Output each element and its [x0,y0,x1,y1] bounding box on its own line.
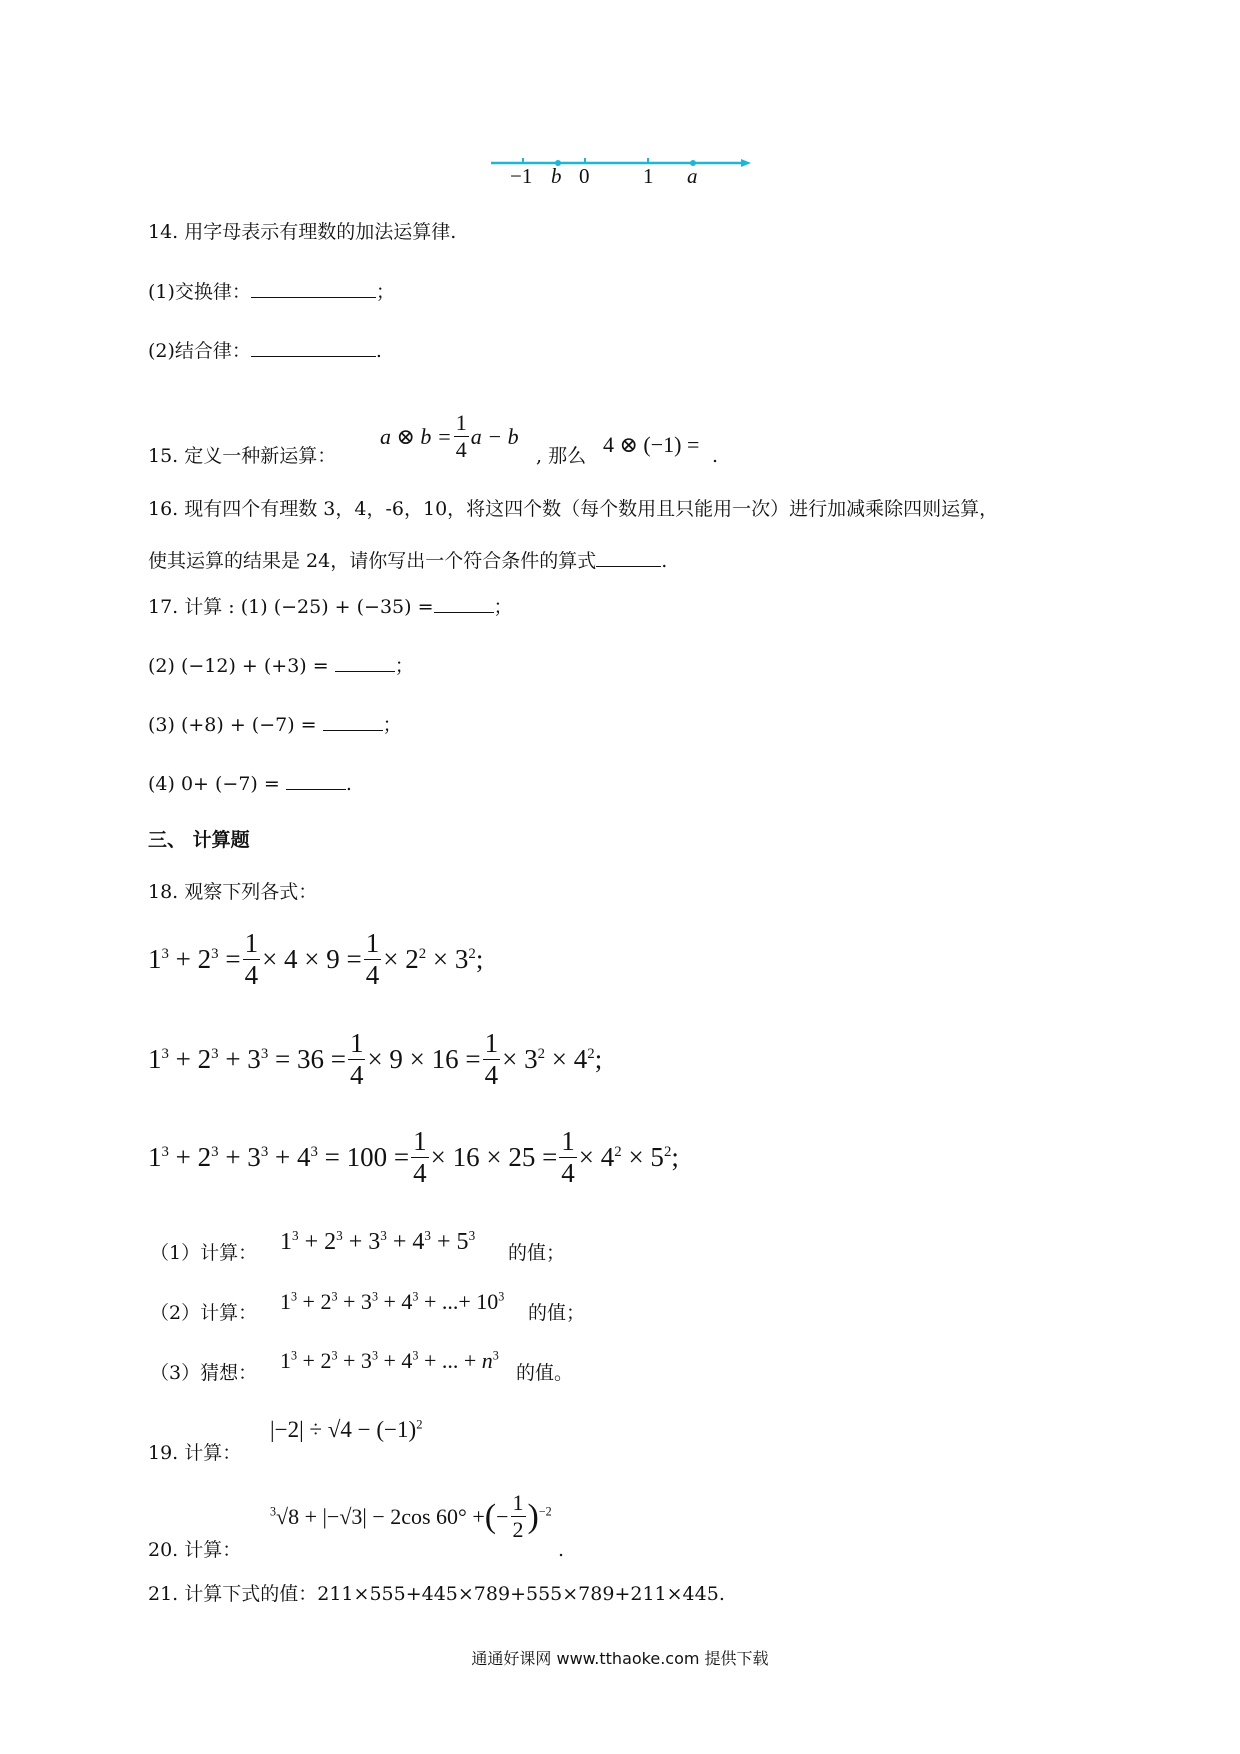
q15-stem: 15. 定义一种新运算： [148,445,337,467]
answer-blank[interactable] [251,279,376,298]
q16-line2 [148,548,667,573]
q18-sub1-formula: $1^3 + 2^3 + 3^3 + 4^3 + 5^3$ [280,1228,476,1255]
q21-text: 21. 计算下式的值：211×555+445×789+555×789+211×445. [148,1583,725,1605]
answer-blank[interactable] [335,653,395,672]
q17-stem [148,594,513,619]
q17-part4-text: (4) 0+ (−7) = [148,773,280,795]
q14-part2-label: (2)结合律： [148,340,251,362]
q18-sub2 [150,1301,257,1325]
q17-part4 [148,771,352,796]
q15-definition-formula [380,412,519,461]
q18-sub2-tail: 的值； [528,1302,586,1324]
q17-part1: 17. 计算 : (1) (−25) + (−35) = [148,596,434,618]
formula-left: a ⊗ b = [380,423,452,449]
answer-blank[interactable] [323,712,383,731]
q18-sub2-formula: $1^3 + 2^3 + 3^3 + 4^3$ + ...+ $10^3$ [280,1289,505,1314]
q20-formula: $^3$√8 + |−√3| − 2cos 60° + ( − $\frac{1}{2}$ ) $^{-2}$ [270,1490,552,1542]
q15-expression: 4 ⊗ (−1) = [603,432,700,457]
tick-label-0: 0 [579,164,590,188]
q18-formula-3: $1^3 + 2^3 + 3^3 + 4^3 = 100$ = $\frac{1}{4}$ × 16 × 25 = $\frac{1}{4}$ × $4^2 \times 5^2$; [148,1126,679,1188]
q15-then: , 那么 [536,445,587,467]
tick-label-1: 1 [643,164,654,188]
number-line [485,148,755,193]
q16-line2-text: 使其运算的结果是 24，请你写出一个符合条件的算式 [148,550,597,572]
answer-blank[interactable] [286,771,346,790]
punct: . [375,340,382,362]
q18-formula-1: $1^3 + 2^3$ = $\frac{1}{4}$ × 4 × 9 = $\frac{1}{4}$ × $2^2 \times 3^2$; [148,928,484,990]
q18-sub3 [150,1361,257,1385]
page-footer: 通通好课网 www.tthaoke.com 提供下载 [471,1649,769,1668]
q17-part2-text: (2) (−12) + (+3) = [148,655,329,677]
answer-blank[interactable] [251,338,376,357]
punct: . [661,550,668,572]
q18-sub3-tail: 的值。 [516,1362,574,1384]
q14-part1 [148,279,395,304]
formula-right: a − b [470,423,519,449]
q18-stem: 18. 观察下列各式： [148,881,318,903]
q18-sub3-formula: $1^3 + 2^3 + 3^3 + 4^3$ + ... + $n^3$ [280,1348,499,1373]
q19-label: 19. 计算： [148,1442,242,1464]
q14-part2 [148,338,382,363]
section-heading: 三、 计算题 [148,829,250,851]
q18-formula-2: $1^3 + 2^3 + 3^3 = 36$ = $\frac{1}{4}$ × 9 × 16 = $\frac{1}{4}$ × $3^2 \times 4^2$; [148,1028,603,1090]
punct: ； [493,596,513,618]
tick-label-neg1: −1 [510,164,533,188]
q18-sub2-label: （2）计算： [150,1302,258,1324]
q16-line1: 16. 现有四个有理数 3，4，-6，10，将这四个数（每个数用且只能用一次）进行加减乘除四则运算， [148,498,999,520]
q18-sub3-label: （3）猜想： [150,1362,258,1384]
q17-part3-text: (3) (+8) + (−7) = [148,714,317,736]
punct: ； [382,714,402,736]
answer-blank[interactable] [434,594,494,613]
q18-sub1-label: （1）计算： [150,1242,258,1264]
q15-end: . [712,445,719,467]
q20-label: 20. 计算： [148,1539,242,1561]
q20-end: . [558,1539,565,1561]
q18-sub1-tail: 的值； [508,1242,566,1264]
q17-part2 [148,653,414,678]
fraction: $\frac{1}{4}$ [455,410,467,462]
q19-formula: $|-2| \div √4 - (-1)^2$ [270,1417,423,1442]
punct: ； [375,281,395,303]
q17-part3 [148,712,402,737]
q18-sub1 [150,1241,257,1265]
answer-blank[interactable] [596,548,661,567]
tick-label-a: a [687,164,698,188]
q14-part1-label: (1)交换律： [148,281,251,303]
q14-stem: 14. 用字母表示有理数的加法运算律. [148,221,457,243]
tick-label-b: b [551,164,562,188]
punct: ； [394,655,414,677]
punct: . [345,773,352,795]
